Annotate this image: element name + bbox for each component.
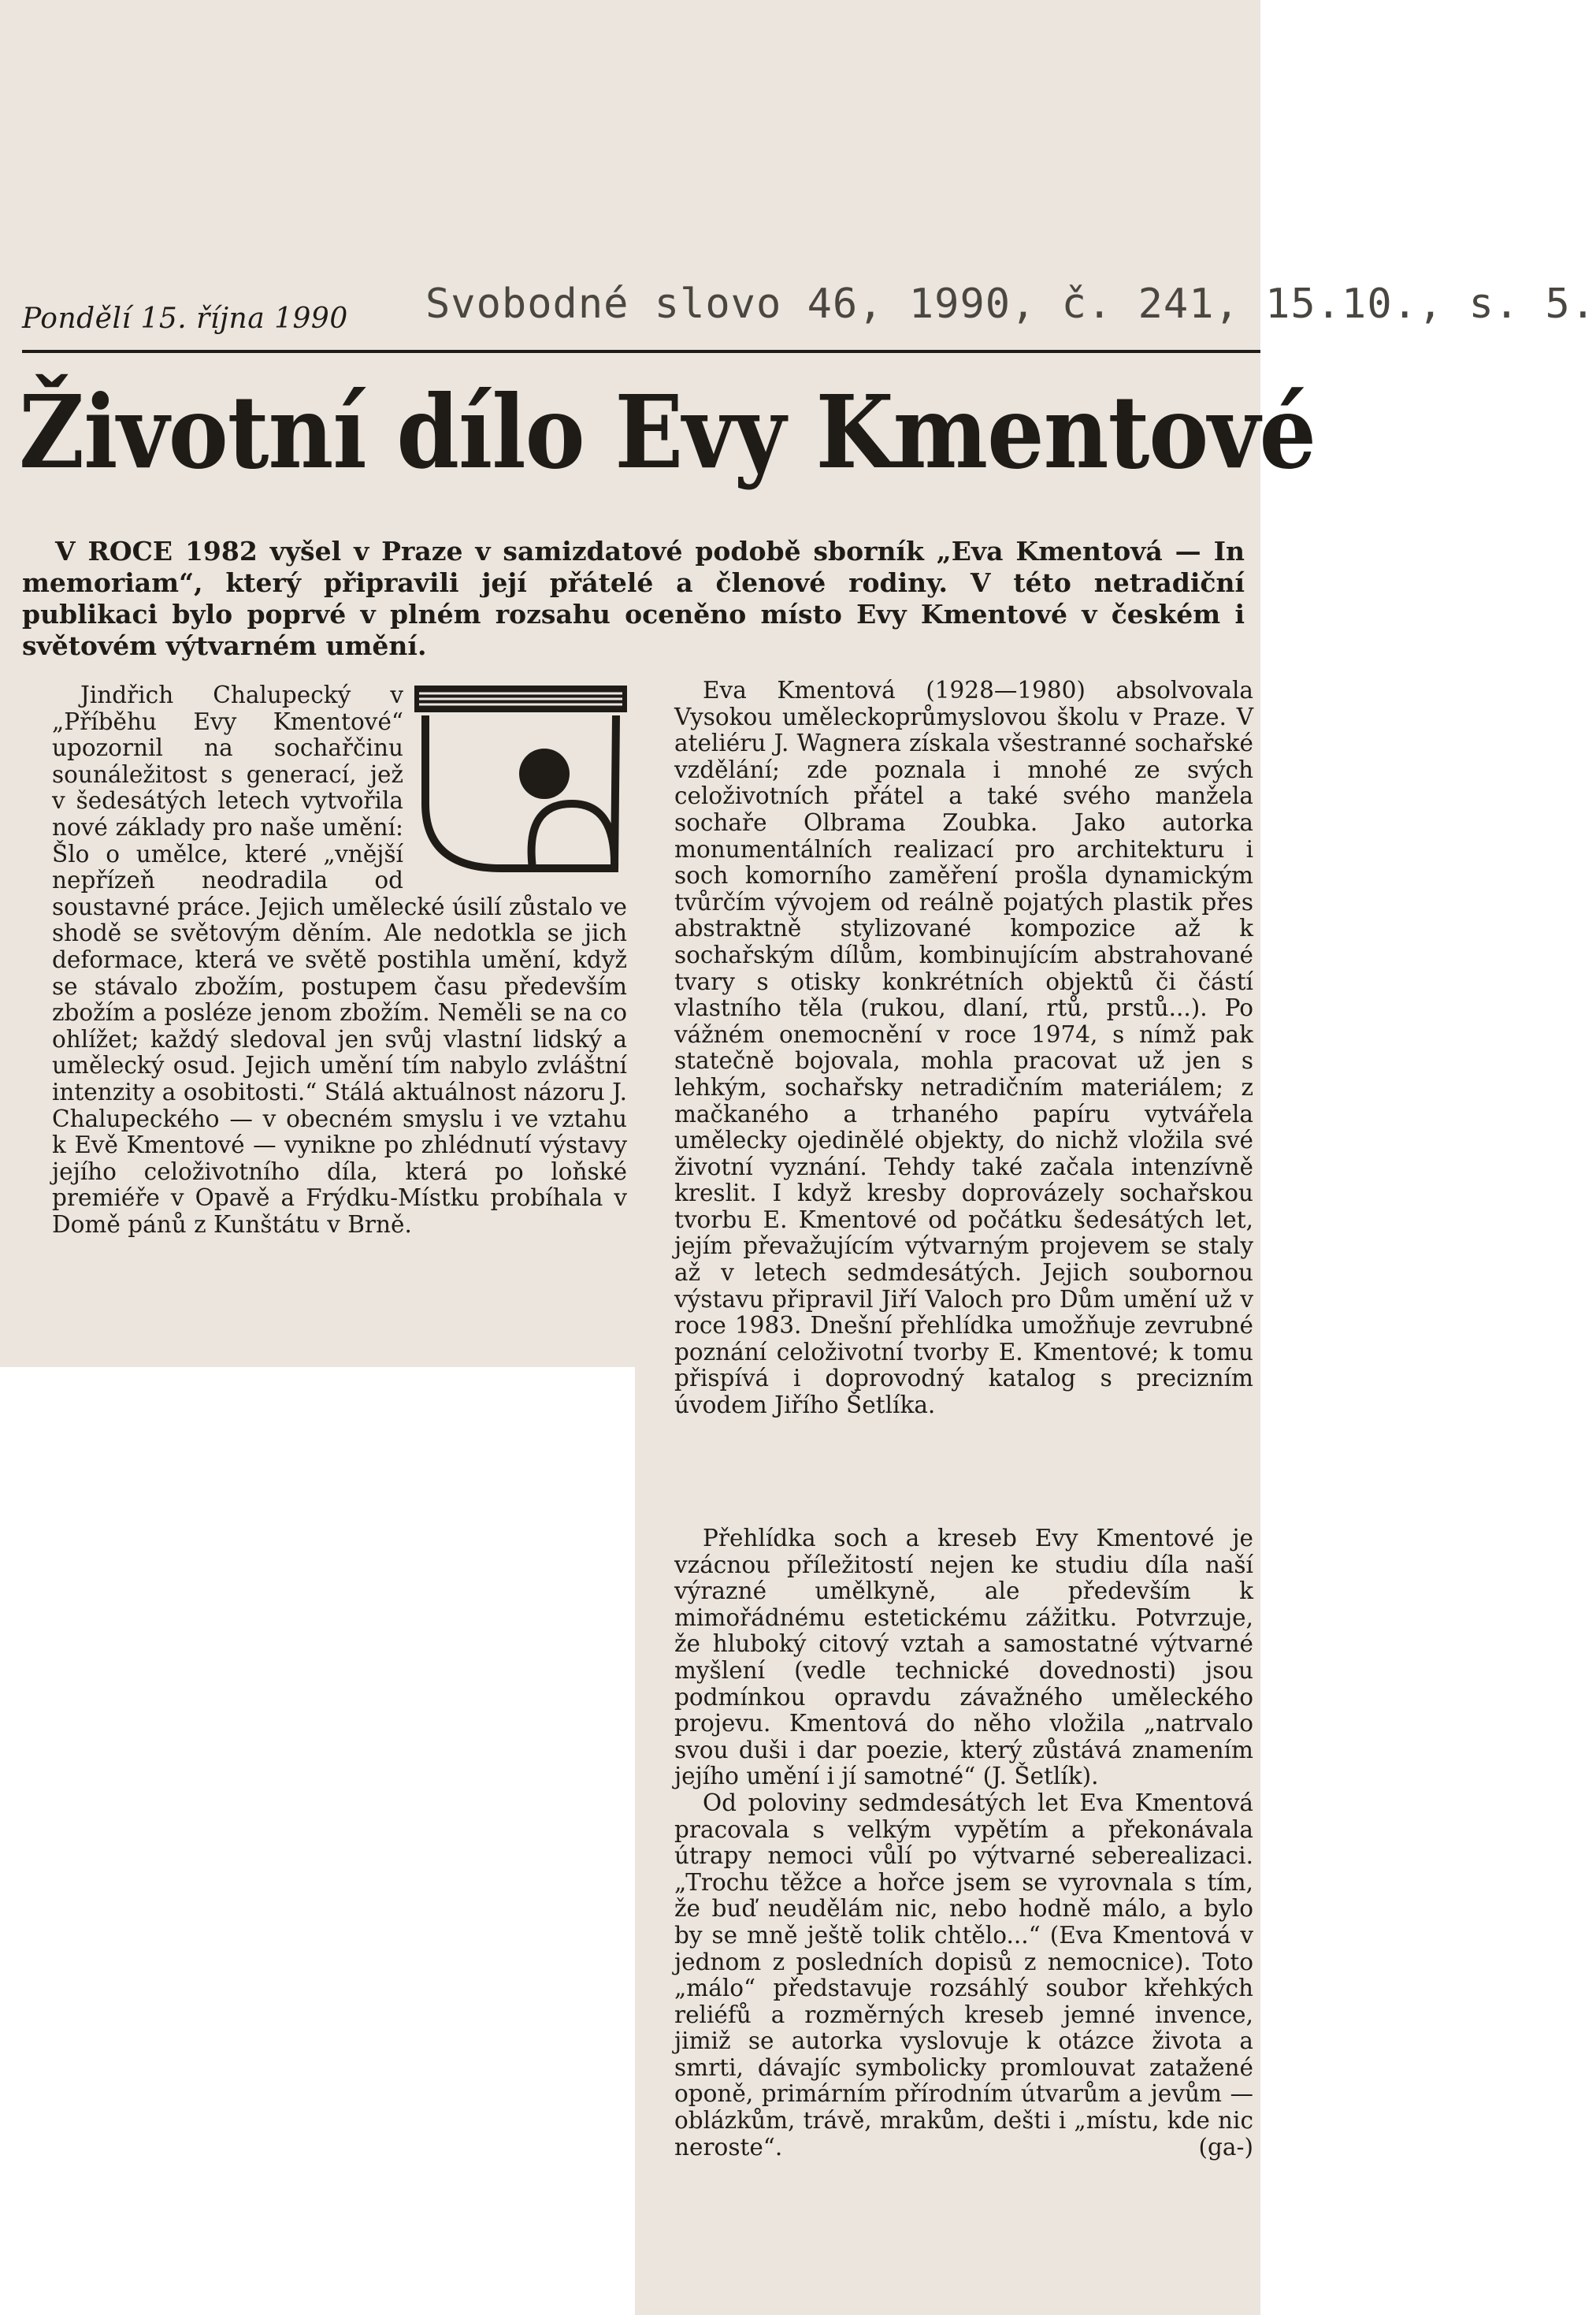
paragraph-text: Od poloviny sedmdesátých let Eva Kmentová pracovala s velkým vypětím a překonávala útrapy nemoci vůlí po výtvarné seberealizaci. „Trochu těžce a hořce jsem se vyrovnala s tím, že buď neudělám nic, nebo hodně málo, a bylo by se mně ještě tolik chtělo...“ (Eva Kmentová v jednom z posledních dopisů z nemocnice). Toto „málo“ představuje rozsáhlý soubor křehkých reliéfů a rozměrných kreseb jemné invence, jimiž se autorka vyslovuje k otázce života a smrti, dávajíc symbolicky promlouvat zatažené oponě, primárním přírodním útvarům a jevům — oblázkům, trávě, mrakům, dešti i „místu, kde nic neroste“.	[674, 1789, 1253, 2161]
article-column-right-continued	[674, 1525, 1253, 2161]
article-title: Životní dílo Evy Kmentové	[19, 373, 1316, 492]
page-date: Pondělí 15. října 1990	[22, 303, 348, 335]
handwritten-source-note: Svobodné slovo 46, 1990, č. 241, 15.10., s. 5.	[425, 281, 1596, 328]
paragraph	[674, 1790, 1253, 2161]
header-rule	[22, 350, 1260, 353]
article-column-right	[674, 678, 1253, 1419]
author-signature: (ga-)	[1198, 2133, 1253, 2161]
article-lead: V ROCE 1982 vyšel v Praze v samizdatové podobě sborník „Eva Kmentová — In memoriam“, který připravili její přátelé a členové rodiny. V této netradiční publikaci bylo poprvé v plném rozsahu oceněno místo Evy Kmentové v českém i světovém výtvarném umění.	[22, 536, 1245, 661]
column-left-text: Jindřich Chalupecký v „Příběhu Evy Kmentové“ upozornil na sochařčinu sounáležitost s generací, jež v šedesátých letech vytvořila nové základy pro naše umění: Šlo o umělce, které „vnější nepřízeň neodradila od soustavné práce. Jejich umělecké úsilí zůstalo ve shodě se světovým děním. Ale nedotkla se jich deformace, která ve světě postihla umění, když se stávalo zbožím, postupem času především zbožím a posléze jenom zbožím. Neměli se na co ohlížet; každý sledoval jen svůj vlastní lidský a umělecký osud. Jejich umění tím nabylo zvláštní intenzity a osobitosti.“ Stálá aktuálnost názoru J. Chalupeckého — v obecném smyslu i ve vztahu k Evě Kmentové — vynikne po zhlédnutí výstavy jejího celoživotního díla, která po loňské premiéře v Opavě a Frýdku-Místku probíhala v Domě pánů z Kunštátu v Brně.	[52, 682, 627, 1238]
paragraph: Přehlídka soch a kreseb Evy Kmentové je vzácnou příležitostí nejen ke studiu díla naší výrazné umělkyně, ale především k mimořádnému estetickému zážitku. Potvrzuje, že hluboký citový vztah a samostatné výtvarné myšlení (vedle technické dovednosti) jsou podmínkou opravdu závažného uměleckého projevu. Kmentová do něho vložila „natrvalo svou duši i dar poezie, který zůstává znamením jejího umění i jí samotné“ (J. Šetlík).	[674, 1525, 1253, 1790]
article-column-left	[52, 682, 627, 1238]
paragraph: Eva Kmentová (1928—1980) absolvovala Vysokou uměleckoprůmyslovou školu v Praze. V ateliéru J. Wagnera získala všestranné sochařské vzdělání; zde poznala i mnohé ze svých celoživotních přátel a také svého manžela sochaře Olbrama Zoubka. Jako autorka monumentálních realizací pro architekturu i soch komorního zaměření prošla dynamickým tvůrčím vývojem od reálně pojatých plastik přes abstraktně stylizované kompozice až k sochařským dílům, kombinujícím abstrahované tvary s otisky konkrétních objektů či částí vlastního těla (rukou, dlaní, rtů, prstů...). Po vážném onemocnění v roce 1974, s nímž pak statečně bojovala, mohla pracovat už jen s lehkým, sochařsky netradičním materiálem; z mačkaného a trhaného papíru vytvářela umělecky ojedinělé objekty, do nichž vložila své životní vyznání. Tehdy také začala intenzívně kreslit. I když kresby doprovázely sochařskou tvorbu E. Kmentové od počátku šedesátých let, jejím převažujícím výtvarným projevem se staly až v letech sedmdesátých. Jejich soubornou výstavu připravil Jiří Valoch pro Dům umění už v roce 1983. Dnešní přehlídka umožňuje zevrubné poznání celoživotní tvorby E. Kmentové; k tomu přispívá i doprovodný katalog s precizním úvodem Jiřího Šetlíka.	[674, 677, 1253, 1419]
exhibition-logo-icon	[414, 686, 627, 875]
